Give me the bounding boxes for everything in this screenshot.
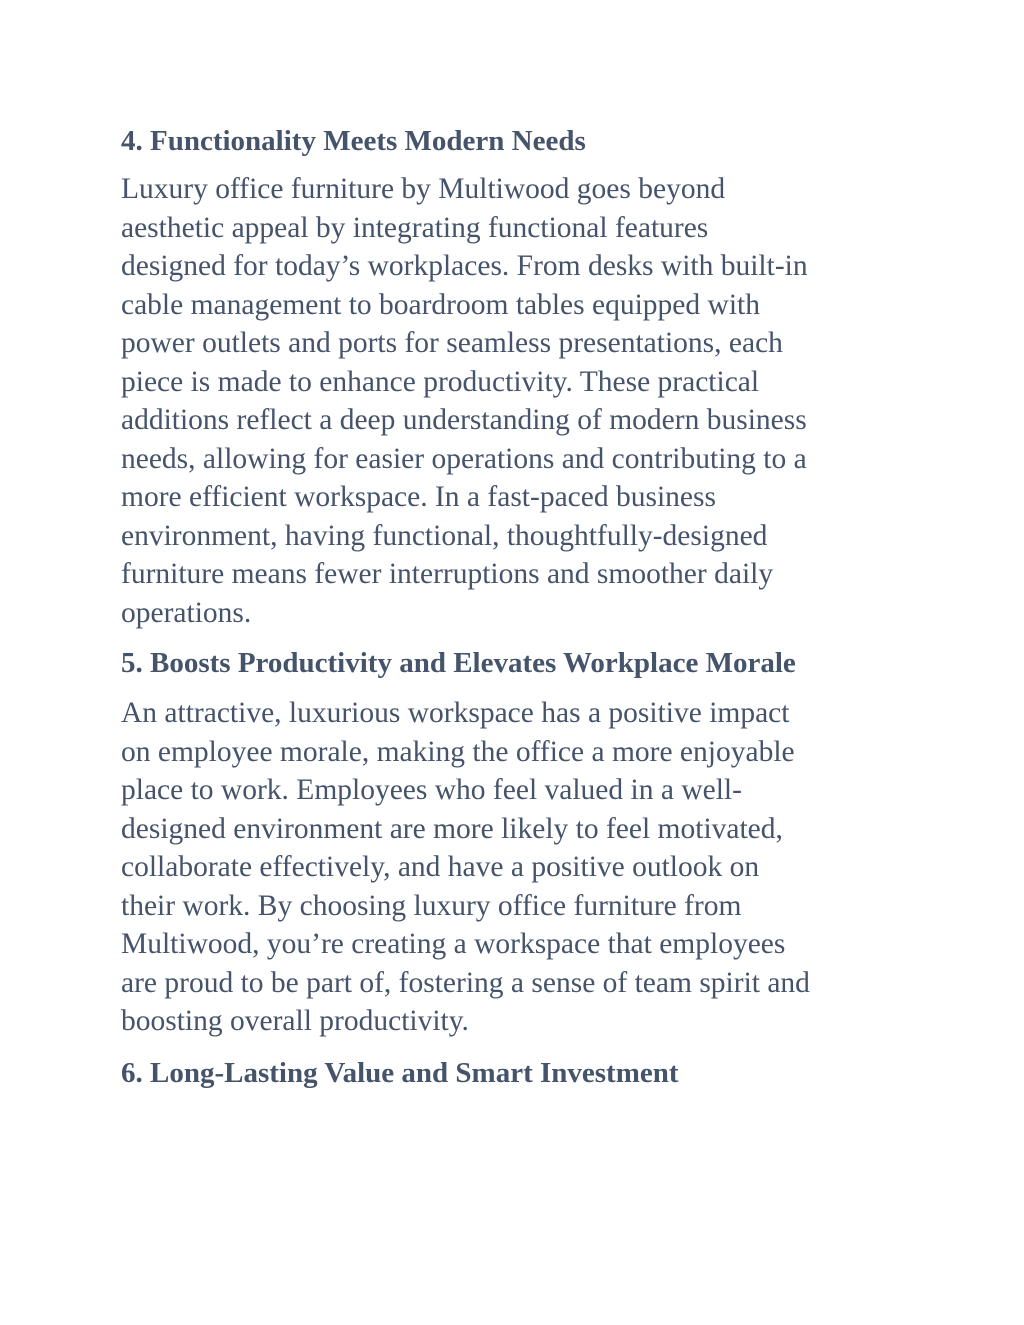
paragraph-line: environment, having functional, thoughtfully-designed bbox=[121, 519, 768, 552]
section-6-heading: 6. Long-Lasting Value and Smart Investment bbox=[121, 1056, 679, 1089]
section-4-heading: 4. Functionality Meets Modern Needs bbox=[121, 125, 586, 157]
paragraph-line: cable management to boardroom tables equipped with bbox=[121, 288, 760, 321]
section-5-heading: 5. Boosts Productivity and Elevates Workplace Morale bbox=[121, 647, 796, 679]
section-5-paragraph bbox=[121, 694, 921, 1041]
paragraph-line: An attractive, luxurious workspace has a positive impact bbox=[121, 697, 790, 729]
document-page bbox=[121, 120, 921, 1094]
paragraph-line: on employee morale, making the office a more enjoyable bbox=[121, 735, 795, 768]
paragraph-line: place to work. Employees who feel valued in a well- bbox=[121, 774, 742, 806]
paragraph-line: are proud to be part of, fostering a sense of team spirit and bbox=[121, 966, 810, 999]
paragraph-line: aesthetic appeal by integrating functional features bbox=[121, 211, 709, 244]
section-4-paragraph bbox=[121, 170, 921, 632]
paragraph-line: their work. By choosing luxury office furniture from bbox=[121, 889, 742, 922]
paragraph-line: boosting overall productivity. bbox=[121, 1005, 469, 1037]
paragraph-line: designed environment are more likely to feel motivated, bbox=[121, 812, 783, 845]
paragraph-line: more efficient workspace. In a fast-paced business bbox=[121, 481, 716, 513]
paragraph-line: needs, allowing for easier operations and contributing to a bbox=[121, 442, 807, 475]
paragraph-line: Luxury office furniture by Multiwood goes beyond bbox=[121, 173, 726, 205]
paragraph-line: furniture means fewer interruptions and smoother daily bbox=[121, 558, 774, 590]
paragraph-line: designed for today’s workplaces. From desks with built-in bbox=[121, 250, 808, 282]
paragraph-line: power outlets and ports for seamless presentations, each bbox=[121, 327, 783, 359]
paragraph-line: additions reflect a deep understanding of modern business bbox=[121, 404, 807, 436]
paragraph-line: collaborate effectively, and have a positive outlook on bbox=[121, 851, 760, 883]
paragraph-line: operations. bbox=[121, 596, 252, 629]
paragraph-line: Multiwood, you’re creating a workspace that employees bbox=[121, 928, 786, 960]
paragraph-line: piece is made to enhance productivity. These practical bbox=[121, 365, 760, 398]
